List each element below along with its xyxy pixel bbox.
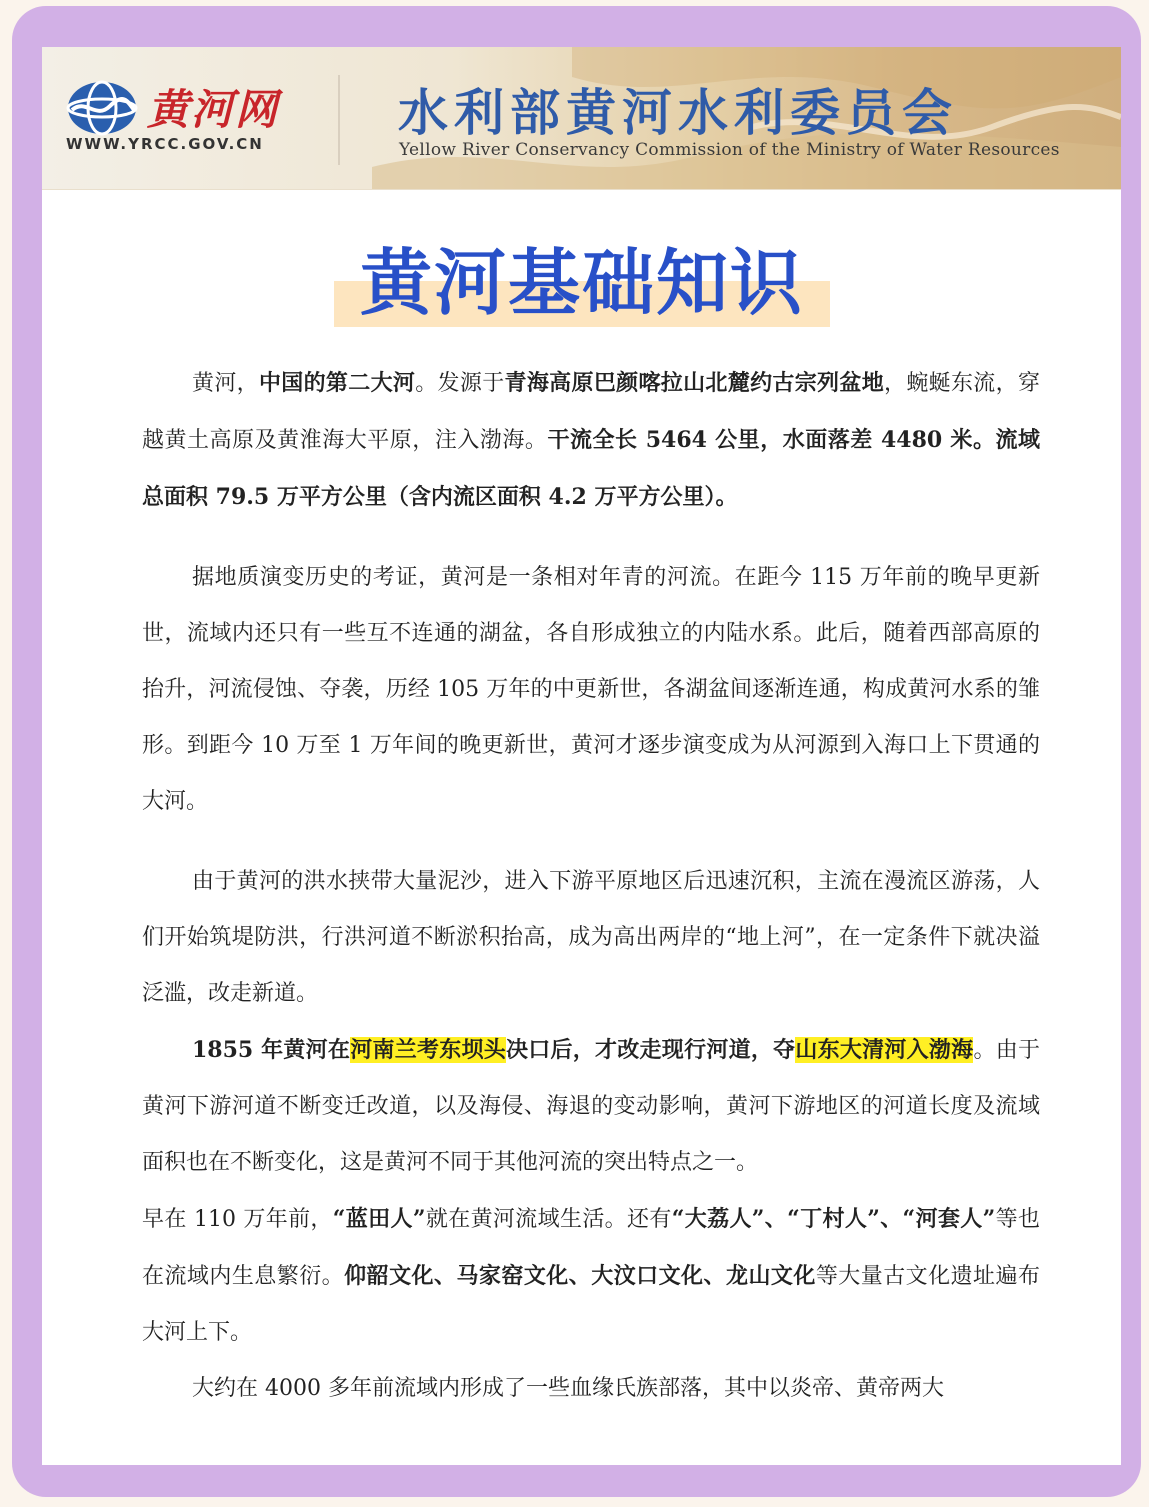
globe-logo-icon bbox=[66, 80, 138, 136]
article-body bbox=[142, 355, 1040, 1417]
paragraph-2: 据地质演变历史的考证，黄河是一条相对年青的河流。在距今 115 万年前的晚早更新世，流域内还只有一些互不连通的湖盆，各自形成独立的内陆水系。此后，随着西部高原的抬升，河流侵蚀、夺袭，历经 105 万年的中更新世，各湖盆间逐渐连通，构成黄河水系的雏形。到距今 10 万至 1 万年间的晚更新世，黄河才逐步演变成为从河源到入海口上下贯通的大河。 bbox=[142, 565, 1040, 814]
organization-name-cn: 水利部黄河水利委员会 bbox=[398, 83, 958, 142]
page-title: 黄河基础知识 bbox=[359, 241, 804, 325]
highlighted-text: 山东大清河入渤海 bbox=[795, 1037, 974, 1063]
paragraph-5: 早在 110 万年前，“蓝田人”就在黄河流域生活。还有“大荔人”、“丁村人”、“河套人”等也在流域内生息繁衍。仰韶文化、马家窑文化、大汶口文化、龙山文化等大量古文化遗址遍布大河上下。 bbox=[142, 1206, 1040, 1345]
paragraph-1: 黄河，中国的第二大河。发源于青海高原巴颜喀拉山北麓约古宗列盆地，蜿蜒东流，穿越黄土高原及黄淮海大平原，注入渤海。干流全长 5464 公里，水面落差 4480 米。流域总面积 79.5 万平方公里（含内流区面积 4.2 万平方公里）。 bbox=[142, 370, 1040, 510]
paragraph-6: 大约在 4000 多年前流域内形成了一些血缘氏族部落，其中以炎帝、黄帝两大 bbox=[192, 1376, 944, 1401]
document-page bbox=[42, 47, 1121, 1465]
emphasis-text: “蓝田人” bbox=[332, 1206, 426, 1232]
site-logo-text: 黄河网 bbox=[147, 85, 280, 134]
header-divider bbox=[338, 75, 340, 165]
paragraph-4: 1855 年黄河在河南兰考东坝头决口后，才改走现行河道，夺山东大清河入渤海。由于黄河下游河道不断变迁改道，以及海侵、海退的变动影响，黄河下游地区的河道长度及流域面积也在不断变化，这是黄河不同于其他河流的突出特点之一。 bbox=[142, 1037, 1040, 1175]
highlighted-text: 河南兰考东坝头 bbox=[350, 1037, 506, 1063]
site-url: WWW.YRCC.GOV.CN bbox=[66, 135, 264, 153]
organization-name-en: Yellow River Conservancy Commission of the Ministry of Water Resources bbox=[399, 140, 1060, 160]
title-block bbox=[334, 237, 830, 333]
emphasis-text: 干流全长 5464 公里，水面落差 4480 米。流域总面积 79.5 万平方公里（含内流区面积 4.2 万平方公里）。 bbox=[142, 427, 1040, 510]
emphasis-text: 中国的第二大河 bbox=[258, 370, 416, 396]
header-banner bbox=[42, 47, 1121, 190]
emphasis-text: 青海高原巴颜喀拉山北麓约古宗列盆地 bbox=[504, 370, 885, 396]
paragraph-3: 由于黄河的洪水挟带大量泥沙，进入下游平原地区后迅速沉积，主流在漫流区游荡，人们开始筑堤防洪，行洪河道不断淤积抬高，成为高出两岸的“地上河”，在一定条件下就决溢泛滥，改走新道。 bbox=[142, 869, 1040, 1006]
emphasis-text: “大荔人”、“丁村人”、“河套人” bbox=[671, 1206, 996, 1232]
emphasis-text: 仰韶文化、马家窑文化、大汶口文化、龙山文化 bbox=[344, 1263, 816, 1289]
